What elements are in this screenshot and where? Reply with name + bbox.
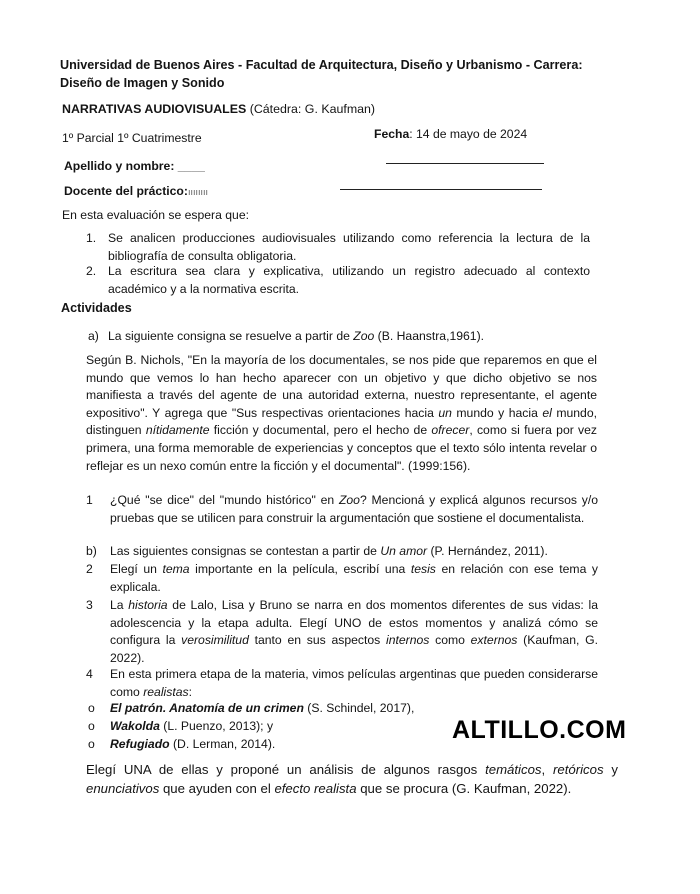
question-2 <box>86 561 598 596</box>
date-value: : 14 de mayo de 2024 <box>409 127 528 141</box>
intro-item-1-text: Se analicen producciones audiovisuales utilizando como referencia la lectura de la bibliografía de consulta obligatoria. <box>108 231 590 263</box>
question-3-pre: La <box>110 598 129 612</box>
final-em-efecto-realista: efecto realista <box>274 781 357 796</box>
question-1-film: Zoo <box>338 493 360 507</box>
film-bullet: o <box>88 701 95 715</box>
university-line-2: Diseño de Imagen y Sonido <box>60 76 225 90</box>
question-4-number: 4 <box>86 667 93 681</box>
intro-item-1-number: 1. <box>86 231 97 245</box>
question-2-pre: Elegí un <box>110 562 163 576</box>
film-bullet: o <box>88 737 95 751</box>
item-a <box>88 328 608 346</box>
teacher-underline <box>340 189 542 190</box>
question-4-pre: En esta primera etapa de la materia, vimos películas argentinas que pueden considerarse como <box>110 667 598 699</box>
film-item <box>86 700 486 718</box>
quote-em-4: ofrecer <box>431 423 470 438</box>
film-ref: (S. Schindel, 2017), <box>303 701 415 715</box>
date-line <box>374 126 527 144</box>
quote-part-5: , como si fuera por vez primera, una forma memorable de experiencias y conceptos que el texto sólo intenta revelar o reflejar es un nexo común entre la ficción y el documental". (1999:156). <box>86 423 598 473</box>
final-pre: Elegí UNA de ellas y proponé un análisis de algunos rasgos <box>86 762 486 777</box>
quote-part-2: mundo y hacia <box>451 405 543 420</box>
question-1 <box>86 492 598 527</box>
university-header <box>60 56 660 92</box>
question-3-post: (Kaufman, G. 2022). <box>110 633 598 665</box>
course-title: NARRATIVAS AUDIOVISUALES <box>62 102 247 116</box>
intro-lead: En esta evaluación se espera que: <box>62 208 250 222</box>
question-3-em-internos: internos <box>386 633 430 648</box>
intro-item-1 <box>86 230 590 265</box>
item-a-film: Zoo <box>353 329 375 343</box>
question-3-em-verosimilitud: verosimilitud <box>181 633 249 648</box>
quote-em-2: el <box>542 405 552 420</box>
question-2-em-tema: tema <box>162 562 190 576</box>
item-a-label: a) <box>88 329 99 343</box>
question-3-mid-3: como <box>429 633 471 648</box>
film-list <box>86 700 486 754</box>
quote-part-4: ficción y documental, pero el hecho de <box>209 423 432 438</box>
name-label: Apellido y nombre: <box>64 159 175 173</box>
quote-part-1: Según B. Nichols, "En la mayoría de los documentales, se nos pide que reparemos en que el mundo que vemos lo han hecho aparecer con un objetivo y que dicho objetivo se nos manifiesta a través del agente de una autoridad externa, nuestro representante, el agente expositivo". Y agrega que "Sus respectivas orientaciones hacia <box>86 353 597 420</box>
question-2-post: en relación con ese tema y explicala. <box>110 562 599 594</box>
exam-label: 1º Parcial 1º Cuatrimestre <box>62 131 202 145</box>
question-3-mid-2: tanto en sus aspectos <box>248 633 386 648</box>
question-4-em-realistas: realistas <box>143 684 189 699</box>
question-1-number: 1 <box>86 493 93 507</box>
date-label: Fecha <box>374 127 410 141</box>
film-item <box>86 736 486 754</box>
final-mid-2: y <box>603 762 618 777</box>
final-post: que se procura (G. Kaufman, 2022). <box>356 781 572 796</box>
quote-part-3: mundo, distinguen <box>86 405 597 438</box>
question-4-post: : <box>188 684 192 699</box>
altillo-watermark: ALTILLO.COM <box>452 716 627 744</box>
item-b-post: (P. Hernández, 2011). <box>427 544 548 558</box>
intro-item-2-number: 2. <box>86 264 97 278</box>
item-b-label: b) <box>86 544 97 558</box>
item-a-text-pre: La siguiente consigna se resuelve a partir de <box>108 329 354 343</box>
final-em-enunciativos: enunciativos <box>86 781 160 796</box>
question-1-post: ? Mencioná y explicá algunos recursos y/o pruebas que se utilicen para construir la argumentación que sostiene el documentalista. <box>110 493 598 525</box>
final-mid-3: que ayuden con el <box>159 781 275 796</box>
question-2-number: 2 <box>86 562 93 576</box>
chair: (Cátedra: G. Kaufman) <box>249 102 376 116</box>
question-3-em-historia: historia <box>128 598 168 612</box>
question-4 <box>86 666 598 701</box>
film-item <box>86 718 486 736</box>
item-a-text-post: (B. Haanstra,1961). <box>374 329 485 343</box>
university-line-1: Universidad de Buenos Aires - Facultad de Arquitectura, Diseño y Urbanismo - Carrera: <box>60 58 583 72</box>
nichols-quote <box>86 352 597 475</box>
name-field-line <box>64 158 205 176</box>
film-title: Wakolda <box>110 719 160 733</box>
name-fill: ____ <box>177 159 205 173</box>
film-bullet: o <box>88 719 95 733</box>
final-mid-1: , <box>541 762 553 777</box>
item-b-pre: Las siguientes consignas se contestan a partir de <box>110 544 381 558</box>
intro-item-2-text: La escritura sea clara y explicativa, utilizando un registro adecuado al contexto académico y a la normativa escrita. <box>108 264 590 296</box>
quote-em-1: un <box>438 405 452 420</box>
question-3 <box>86 597 598 667</box>
question-1-pre: ¿Qué "se dice" del "mundo histórico" en <box>110 493 339 507</box>
question-3-em-externos: externos <box>470 633 518 648</box>
course-line <box>62 102 375 116</box>
teacher-field-line <box>64 183 208 202</box>
question-3-number: 3 <box>86 598 93 612</box>
film-title: El patrón. Anatomía de un crimen <box>110 701 304 715</box>
teacher-fill: ıııııııı <box>187 187 208 197</box>
question-3-mid-1: de Lalo, Lisa y Bruno se narra en dos momentos diferentes de sus vidas: la adolescencia y la etapa adulta. Elegí UNO de estos momentos y analizá cómo se configura la <box>110 598 598 648</box>
teacher-label: Docente del práctico: <box>64 184 188 198</box>
question-2-em-tesis: tesis <box>410 562 436 576</box>
question-2-mid: importante en la película, escribí una <box>189 562 411 576</box>
final-instruction <box>86 760 618 798</box>
quote-em-3: nítidamente <box>145 423 210 438</box>
intro-item-2 <box>86 263 590 298</box>
final-em-tematicos: temáticos <box>485 762 542 777</box>
name-underline <box>386 163 544 164</box>
film-ref: (L. Puenzo, 2013); y <box>159 719 274 733</box>
film-ref: (D. Lerman, 2014). <box>169 737 276 751</box>
film-title: Refugiado <box>110 737 170 751</box>
item-b-film: Un amor <box>380 544 428 558</box>
item-b <box>86 543 598 561</box>
final-em-retoricos: retóricos <box>553 762 604 777</box>
activities-heading: Actividades <box>61 301 132 315</box>
